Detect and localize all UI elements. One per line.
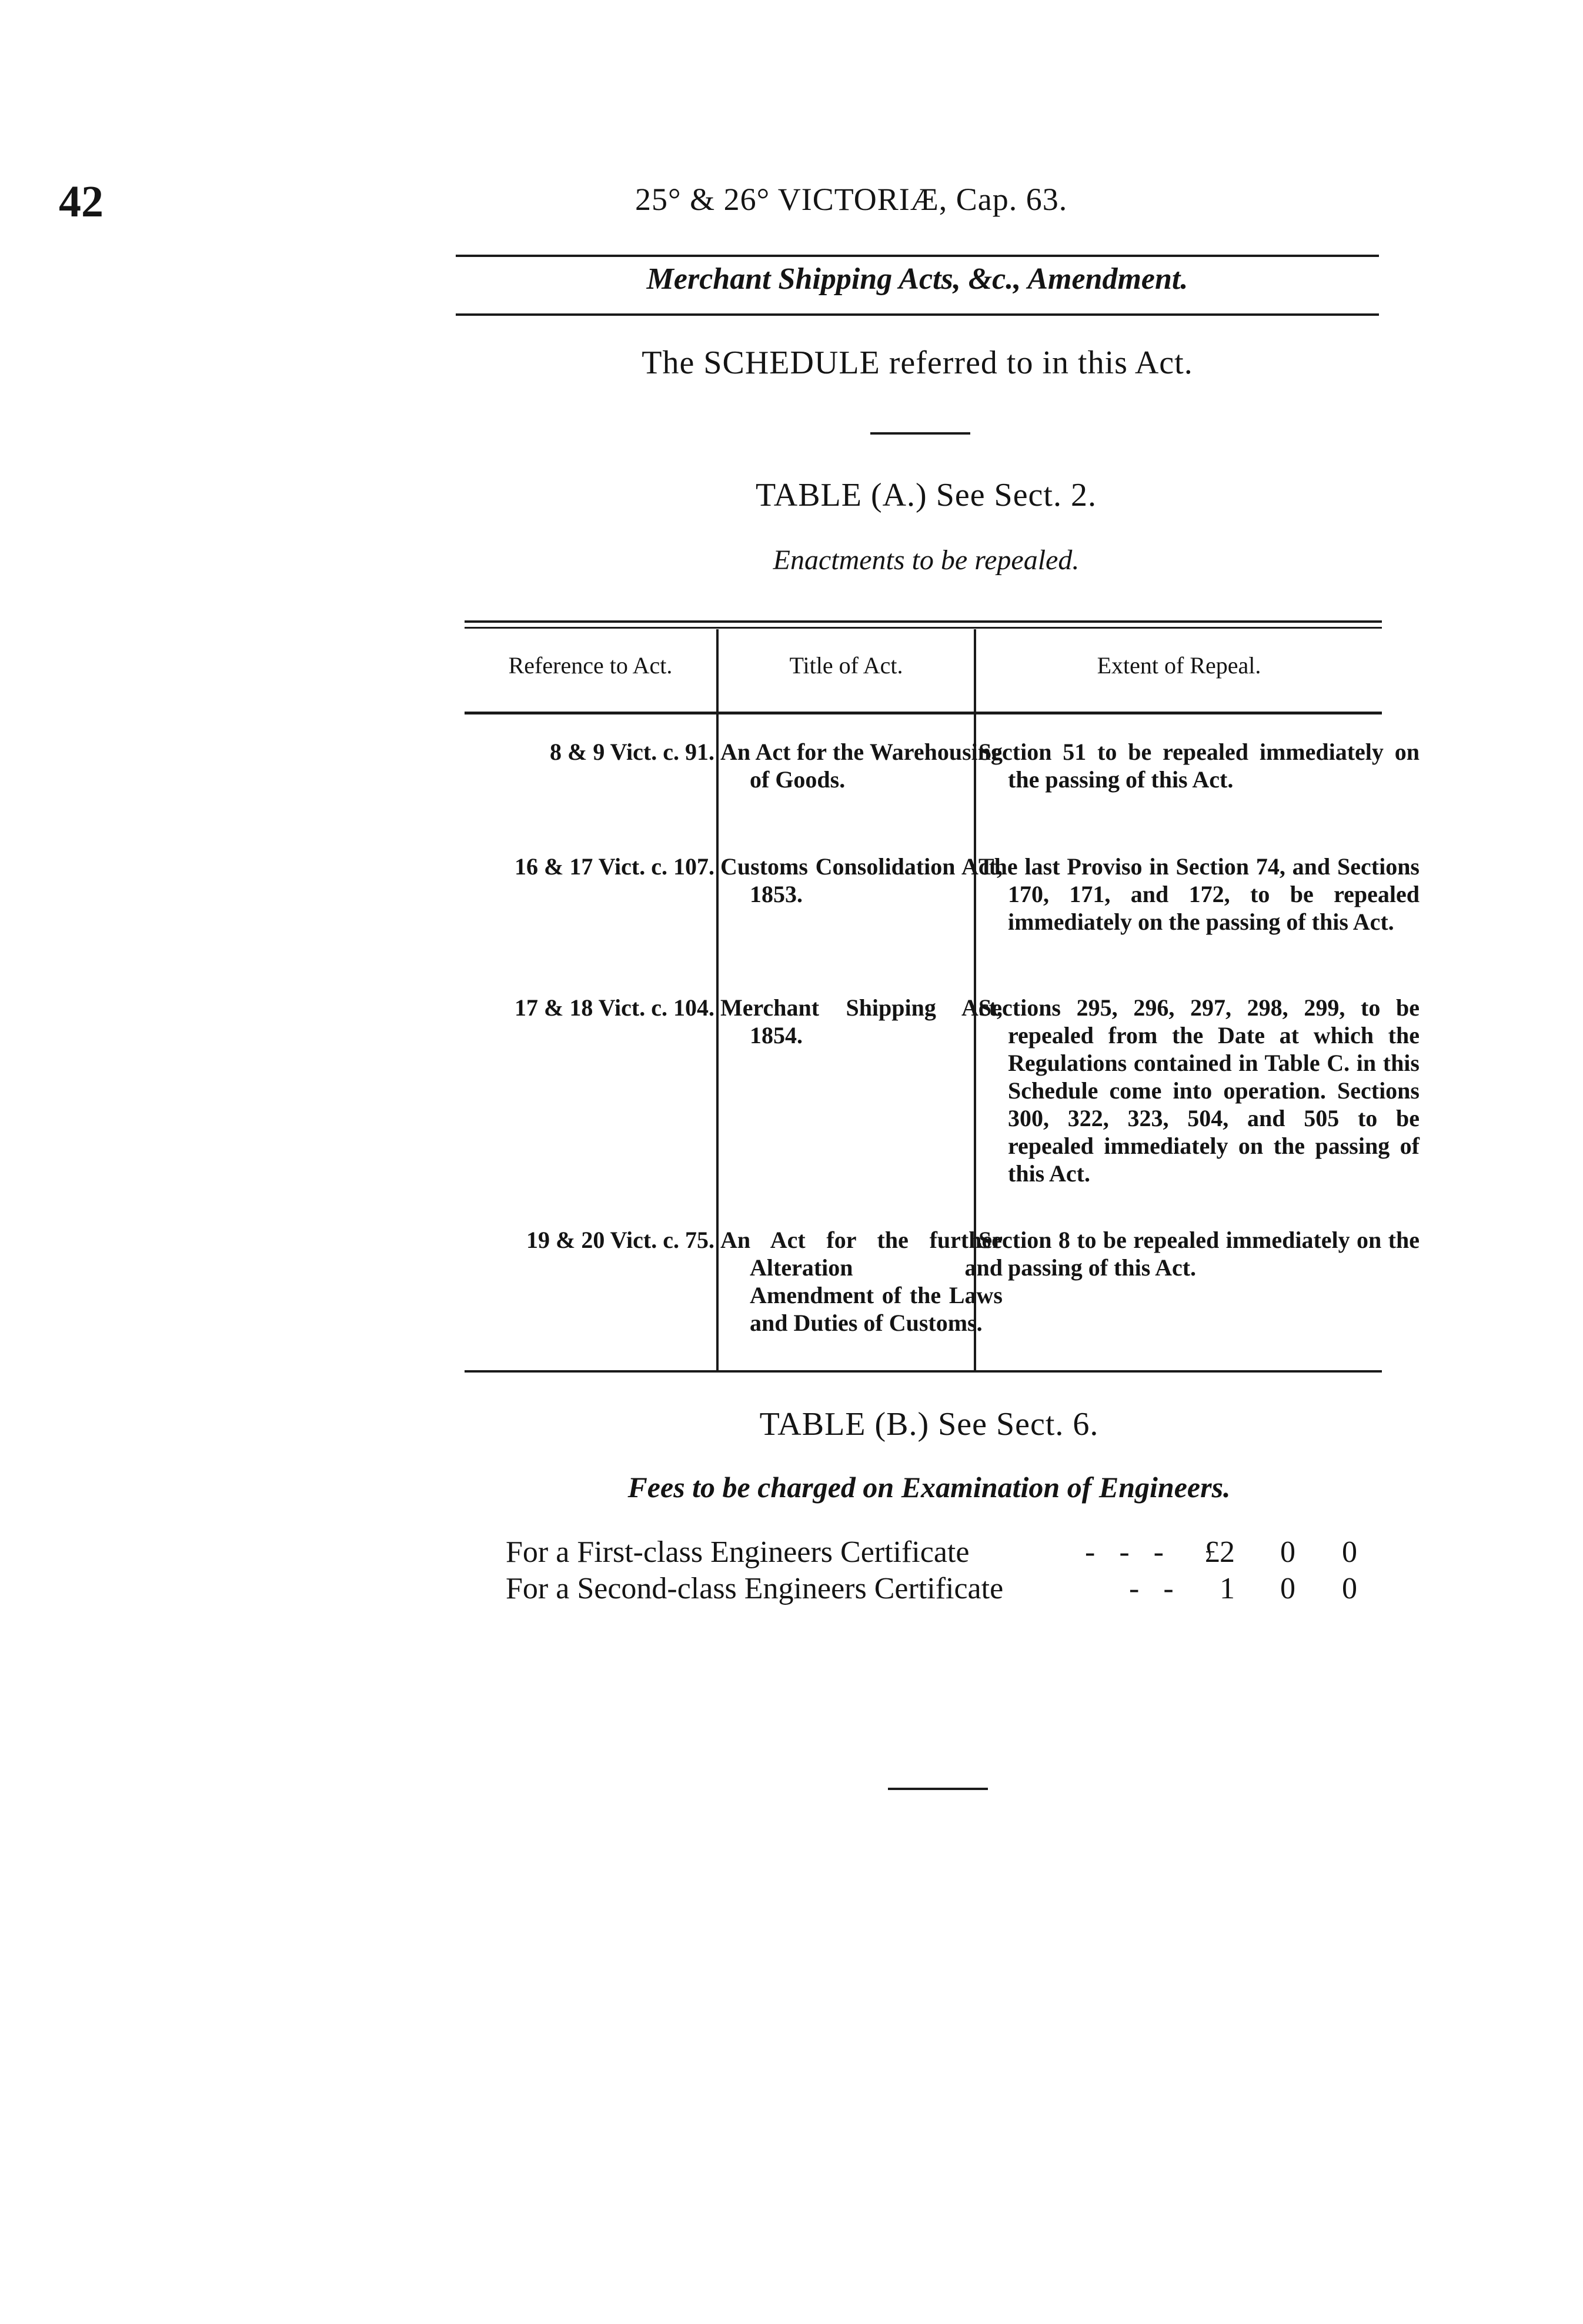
table-a-col-divider-1 bbox=[716, 629, 719, 1371]
table-a-header-rule bbox=[465, 712, 1382, 714]
row-extent: Section 8 to be repealed immediately on the passing of this Act. bbox=[978, 1227, 1420, 1281]
table-a-top-rule-1 bbox=[465, 620, 1382, 623]
table-b-caption: Fees to be charged on Examination of Engineers. bbox=[627, 1471, 1231, 1504]
fee-description: For a First-class Engineers Certificate bbox=[506, 1535, 970, 1569]
table-b-heading: TABLE (B.) See Sect. 6. bbox=[759, 1406, 1099, 1443]
column-header-reference: Reference to Act. bbox=[508, 652, 673, 679]
fee-pounds: 1 bbox=[1220, 1572, 1235, 1605]
row-title: Merchant Shipping Act, 1854. bbox=[720, 994, 1003, 1049]
section-divider bbox=[870, 432, 970, 435]
column-header-extent: Extent of Repeal. bbox=[1097, 652, 1261, 679]
row-title: Customs Consolidation Act, 1853. bbox=[720, 853, 1003, 907]
fee-leader: - - - bbox=[1085, 1535, 1172, 1569]
row-reference: 17 & 18 Vict. c. 104. bbox=[515, 994, 714, 1021]
row-reference: 19 & 20 Vict. c. 75. bbox=[526, 1227, 714, 1253]
fee-pounds: £2 bbox=[1204, 1535, 1235, 1569]
fee-shillings: 0 bbox=[1280, 1535, 1295, 1569]
fee-shillings: 0 bbox=[1280, 1572, 1295, 1605]
row-extent: The last Proviso in Section 74, and Sections 170, 171, and 172, to be repealed immediately on the passing of this Act. bbox=[978, 853, 1420, 935]
fee-leader: - - bbox=[1129, 1572, 1182, 1605]
page-number: 42 bbox=[59, 177, 103, 226]
end-divider bbox=[888, 1788, 988, 1790]
fee-pence: 0 bbox=[1342, 1572, 1357, 1605]
running-head: 25° & 26° VICTORIÆ, Cap. 63. bbox=[635, 182, 1068, 217]
row-title: An Act for the further Alteration and Amendment of the Laws and Duties of Customs. bbox=[720, 1227, 1003, 1336]
row-reference: 8 & 9 Vict. c. 91. bbox=[550, 739, 714, 765]
fee-pence: 0 bbox=[1342, 1535, 1357, 1569]
act-subtitle: Merchant Shipping Acts, &c., Amendment. bbox=[646, 262, 1188, 296]
fee-row bbox=[506, 1535, 1370, 1571]
table-a-bottom-rule bbox=[465, 1370, 1382, 1373]
row-extent: Sections 295, 296, 297, 298, 299, to be repealed from the Date at which the Regulations contained in Table C. in this Schedule come into operation. Sections 300, 322, 323, 504, and 505 to be repealed immediately on the passing of this Act. bbox=[978, 994, 1420, 1187]
row-reference: 16 & 17 Vict. c. 107. bbox=[515, 853, 714, 880]
table-a-heading: TABLE (A.) See Sect. 2. bbox=[756, 477, 1097, 513]
fee-description: For a Second-class Engineers Certificate bbox=[506, 1572, 1004, 1605]
column-header-title: Title of Act. bbox=[789, 652, 903, 679]
table-a-top-rule-2 bbox=[465, 627, 1382, 629]
fee-row bbox=[506, 1571, 1370, 1608]
row-title: An Act for the Warehousing of Goods. bbox=[720, 739, 1003, 793]
schedule-title: The SCHEDULE referred to in this Act. bbox=[642, 345, 1193, 381]
header-rule-bottom bbox=[456, 313, 1379, 316]
table-a-caption: Enactments to be repealed. bbox=[773, 545, 1080, 576]
header-rule-top bbox=[456, 255, 1379, 257]
row-extent: Section 51 to be repealed immediately on the passing of this Act. bbox=[978, 739, 1420, 793]
